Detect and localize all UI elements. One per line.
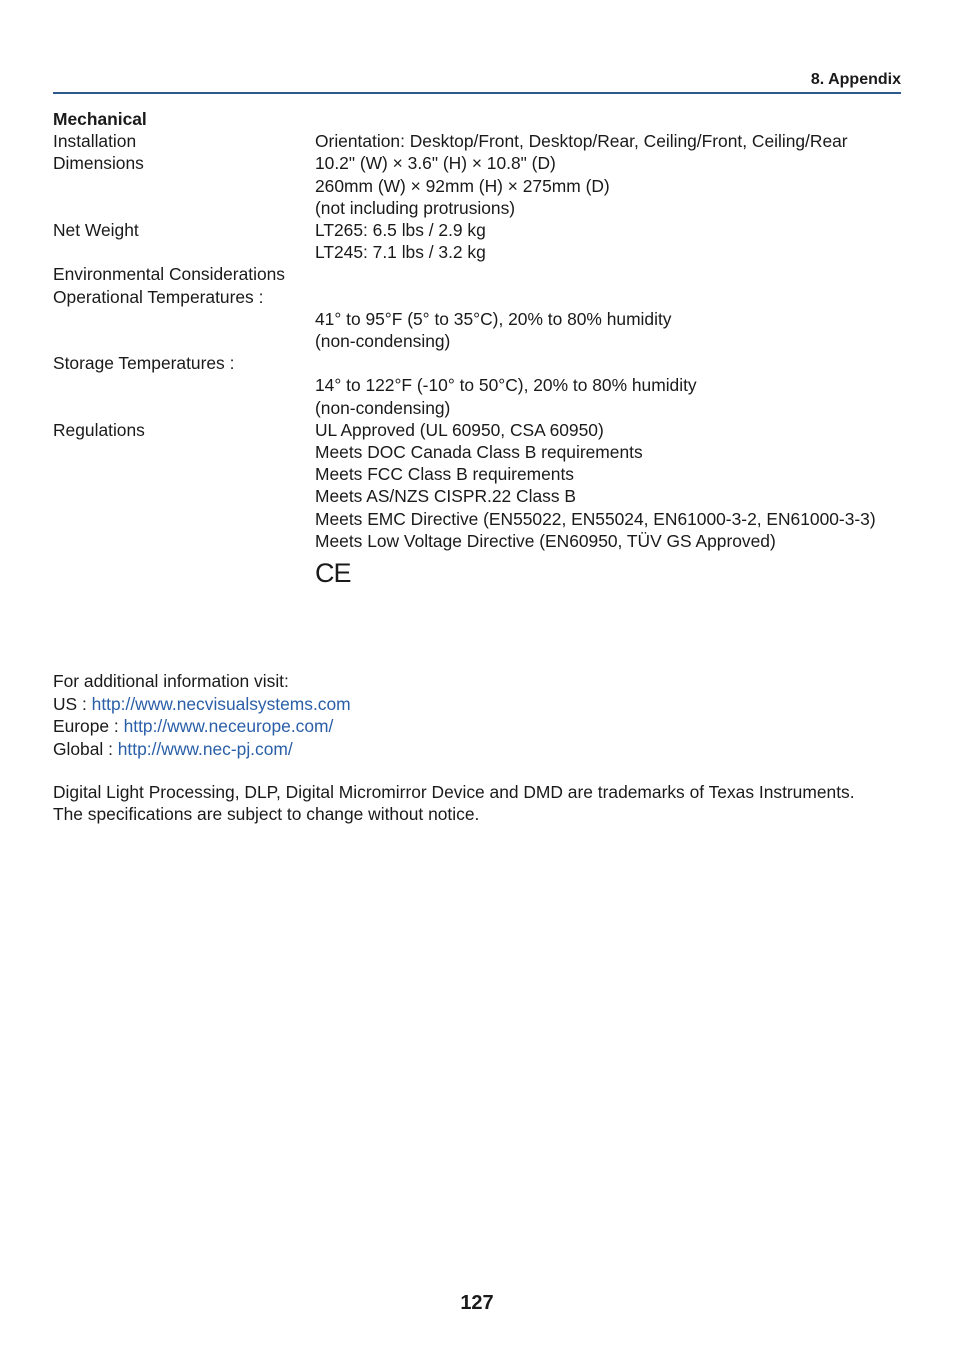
dimensions-mm: 260mm (W) × 92mm (H) × 275mm (D) [315, 175, 610, 196]
environmental-heading: Environmental Considerations [53, 264, 285, 285]
us-link-row [53, 693, 901, 716]
mechanical-heading-row [53, 108, 901, 130]
global-link-row [53, 738, 901, 761]
net-weight-lt265: LT265: 6.5 lbs / 2.9 kg [315, 220, 486, 241]
operational-temperatures-range: 41° to 95°F (5° to 35°C), 20% to 80% humidity [315, 308, 672, 329]
us-link[interactable]: http://www.necvisualsystems.com [91, 693, 351, 714]
additional-info-intro: For additional information visit: [53, 671, 289, 691]
environmental-heading-row [53, 263, 901, 285]
regulation-as-nzs: Meets AS/NZS CISPR.22 Class B [315, 486, 576, 507]
europe-label: Europe : [53, 716, 124, 737]
europe-link-row [53, 715, 901, 738]
storage-temperatures-note: (non-condensing) [315, 397, 451, 418]
regulation-fcc: Meets FCC Class B requirements [315, 464, 574, 485]
net-weight-row [53, 219, 901, 263]
dimensions-label: Dimensions [53, 153, 144, 174]
dimensions-inches: 10.2" (W) × 3.6" (H) × 10.8" (D) [315, 153, 556, 174]
notes [53, 781, 913, 826]
additional-info [53, 670, 901, 760]
regulation-low-voltage: Meets Low Voltage Directive (EN60950, TÜV GS Approved) [315, 530, 776, 551]
global-label: Global : [53, 738, 118, 759]
storage-temperatures-range: 14° to 122°F (-10° to 50°C), 20% to 80% humidity [315, 375, 697, 396]
specifications-table [53, 108, 901, 588]
trademark-notice: Digital Light Processing, DLP, Digital Micromirror Device and DMD are trademarks of Texas Instruments. [53, 782, 855, 802]
net-weight-label: Net Weight [53, 220, 139, 241]
net-weight-lt245: LT245: 7.1 lbs / 3.2 kg [315, 242, 486, 263]
ce-mark-icon: CE [315, 558, 351, 589]
operational-temperatures-note: (non-condensing) [315, 331, 451, 352]
regulations-label: Regulations [53, 419, 145, 440]
storage-temperatures-row [53, 374, 901, 418]
regulations-row [53, 419, 901, 588]
page-header [53, 70, 901, 94]
installation-label: Installation [53, 131, 137, 152]
change-notice: The specifications are subject to change without notice. [53, 804, 480, 825]
mechanical-heading: Mechanical [53, 109, 147, 129]
us-label: US : [53, 693, 92, 714]
regulation-emc: Meets EMC Directive (EN55022, EN55024, EN61000-3-2, EN61000-3-3) [315, 508, 876, 529]
global-link[interactable]: http://www.nec-pj.com/ [117, 738, 293, 759]
installation-value: Orientation: Desktop/Front, Desktop/Rear, Ceiling/Front, Ceiling/Rear [315, 131, 848, 152]
operational-temperatures-label: Operational Temperatures : [53, 286, 264, 307]
regulation-doc-canada: Meets DOC Canada Class B requirements [315, 442, 643, 463]
operational-temperatures-label-row [53, 286, 901, 308]
europe-link[interactable]: http://www.neceurope.com/ [123, 716, 334, 737]
storage-temperatures-label-row [53, 352, 901, 374]
dimensions-row [53, 152, 901, 219]
storage-temperatures-label: Storage Temperatures : [53, 353, 235, 374]
installation-row [53, 130, 901, 152]
dimensions-note: (not including protrusions) [315, 197, 516, 218]
regulation-ul: UL Approved (UL 60950, CSA 60950) [315, 419, 604, 440]
page-number: 127 [460, 1292, 494, 1314]
operational-temperatures-row [53, 308, 901, 352]
section-title: 8. Appendix [810, 71, 901, 88]
